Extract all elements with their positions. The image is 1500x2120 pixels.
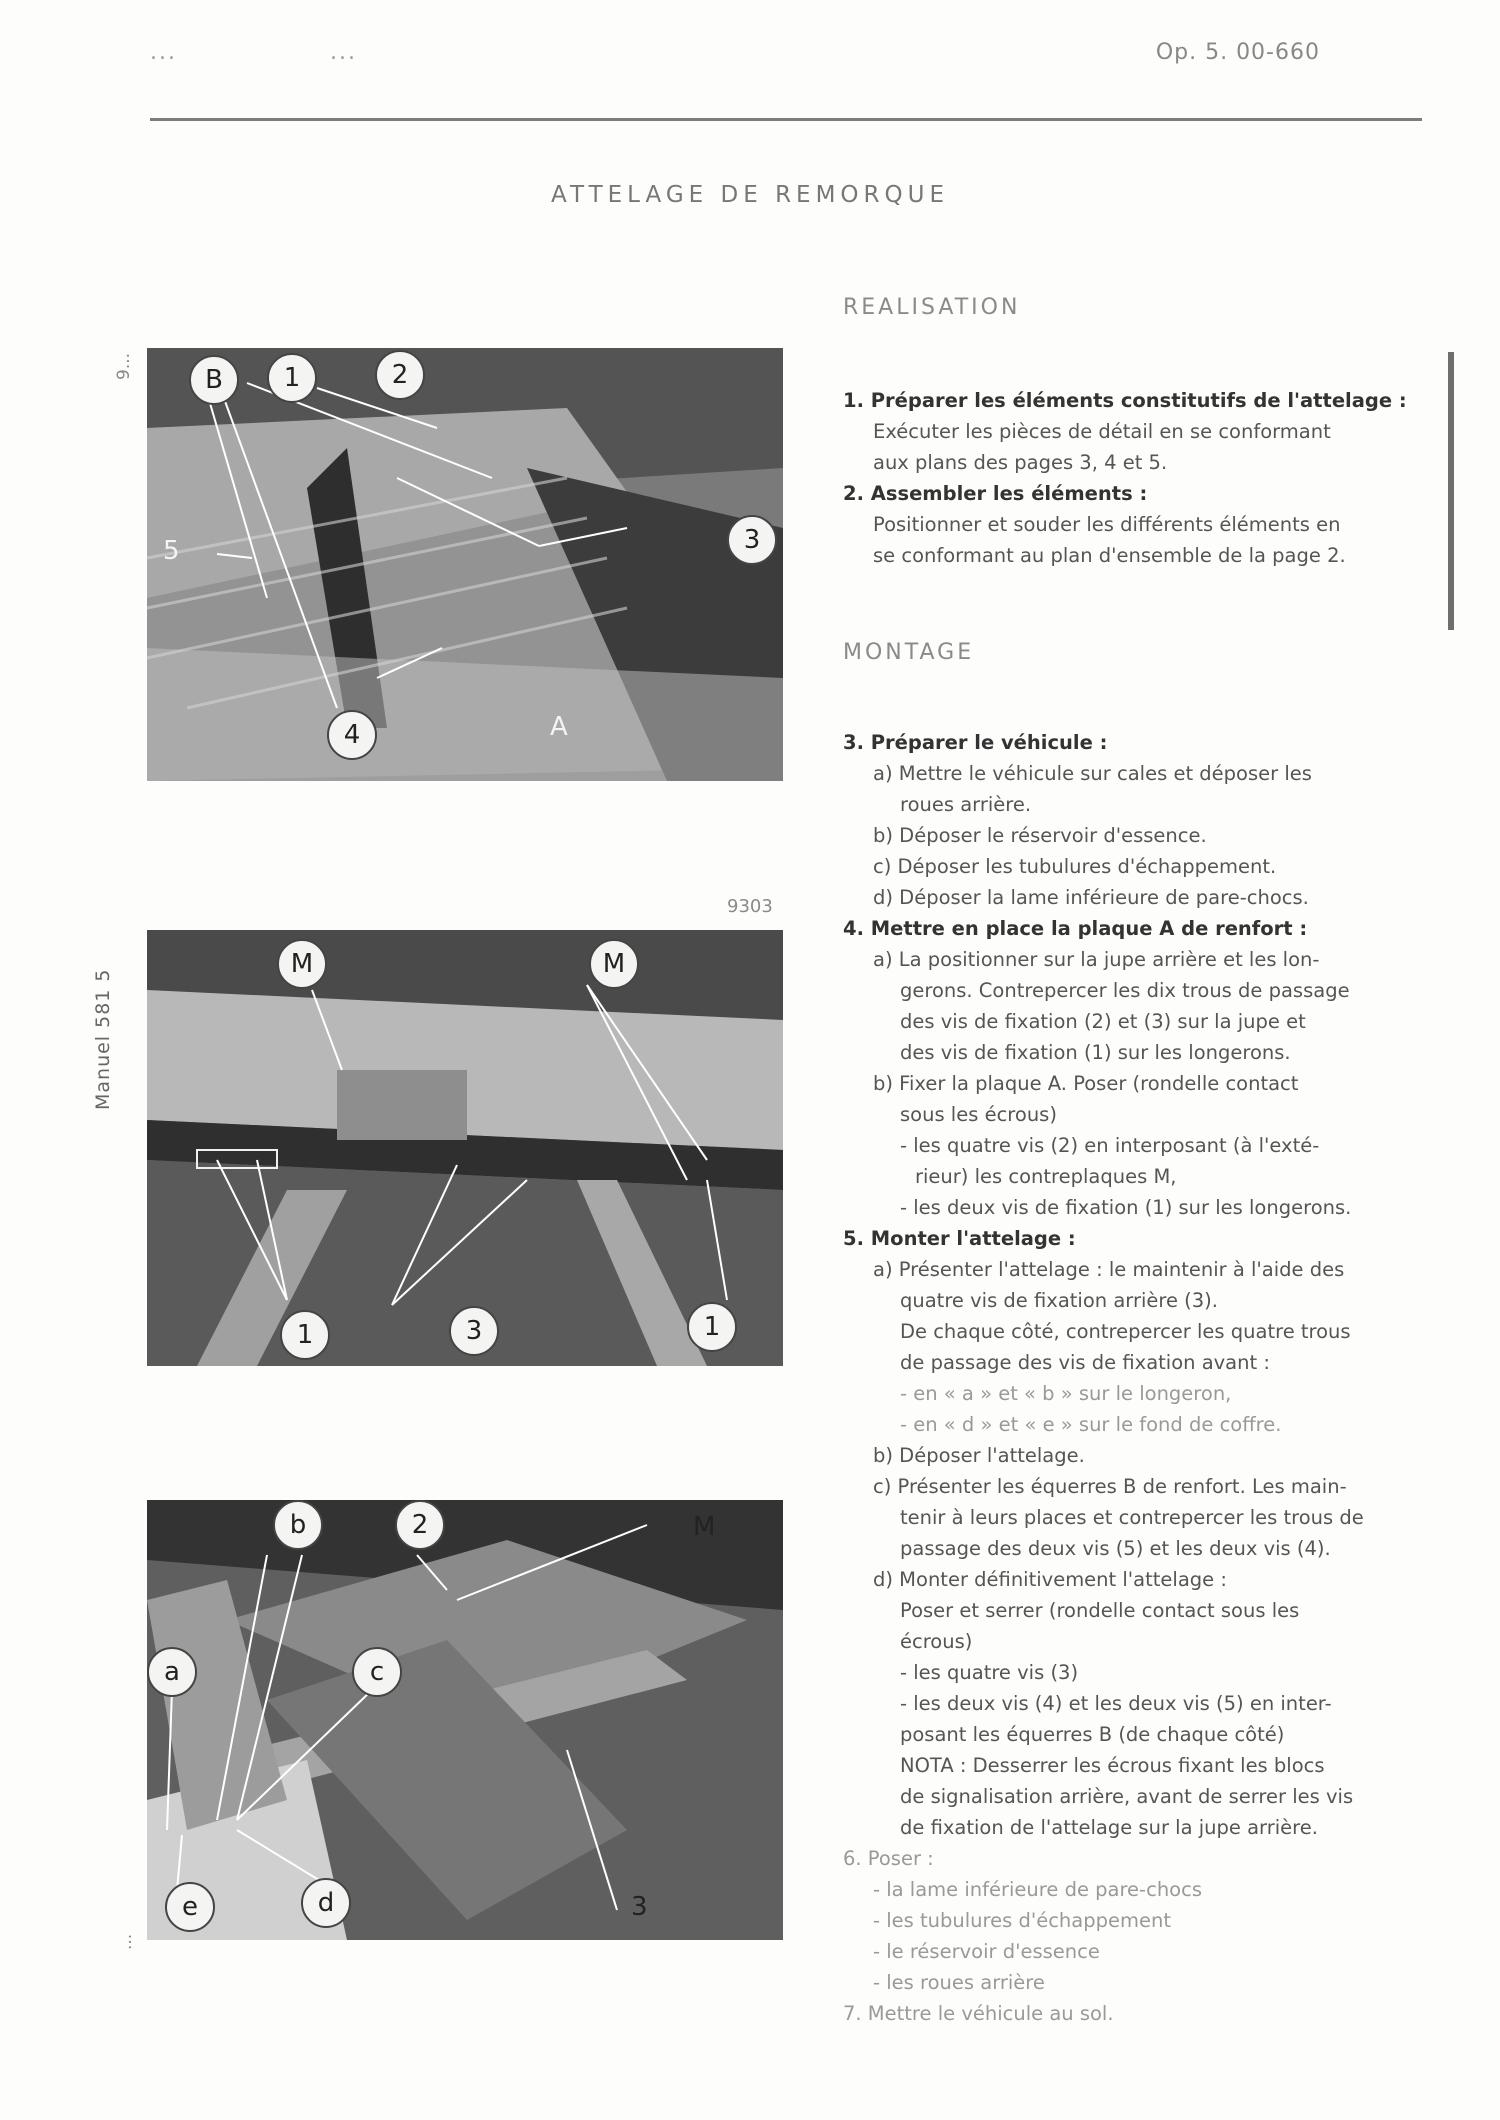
step-line: - en « d » et « e » sur le fond de coffre.	[900, 1413, 1282, 1436]
callout-3: 3	[631, 1892, 648, 1922]
callout-3: 3	[449, 1306, 499, 1356]
step-2-line: se conformant au plan d'ensemble de la page 2.	[873, 544, 1346, 567]
callout-B: B	[189, 355, 239, 405]
step-line: rieur) les contreplaques M,	[915, 1165, 1177, 1188]
header-rule	[150, 118, 1422, 121]
step-line: - les tubulures d'échappement	[873, 1909, 1171, 1932]
step-line: b) Fixer la plaque A. Poser (rondelle contact	[873, 1072, 1299, 1095]
photo-3-image	[147, 1500, 783, 1940]
photo-towbar-fixing	[147, 1500, 783, 1940]
step-line: - les deux vis (4) et les deux vis (5) en inter-	[900, 1692, 1332, 1715]
step-7: 7. Mettre le véhicule au sol.	[843, 2002, 1114, 2025]
side-mark-bottom: ...	[116, 1933, 136, 1950]
step-line: - les roues arrière	[873, 1971, 1045, 1994]
margin-bar	[1448, 352, 1454, 630]
step-4: 4. Mettre en place la plaque A de renfort :	[843, 917, 1308, 940]
step-line: b) Déposer l'attelage.	[873, 1444, 1085, 1467]
step-1-line: aux plans des pages 3, 4 et 5.	[873, 451, 1168, 474]
step-line: - les deux vis de fixation (1) sur les longerons.	[900, 1196, 1352, 1219]
step-line: de passage des vis de fixation avant :	[900, 1351, 1270, 1374]
realisation-steps	[843, 385, 1423, 571]
callout-e: e	[165, 1882, 215, 1932]
image-code: 9303	[727, 896, 773, 917]
callout-4: 4	[327, 710, 377, 760]
header-left-text: ...	[150, 40, 177, 65]
heading-realisation: REALISATION	[843, 295, 1021, 320]
nota-line: NOTA : Desserrer les écrous fixant les blocs	[900, 1754, 1325, 1777]
callout-M: M	[693, 1512, 716, 1542]
callout-a: a	[147, 1647, 197, 1697]
photo-2-image	[147, 930, 783, 1366]
step-line: des vis de fixation (2) et (3) sur la jupe et	[900, 1010, 1306, 1033]
photo-reinforcement-plate	[147, 348, 783, 781]
step-line: d) Déposer la lame inférieure de pare-chocs.	[873, 886, 1309, 909]
step-line: - les quatre vis (3)	[900, 1661, 1079, 1684]
callout-b: b	[273, 1500, 323, 1550]
step-2-line: Positionner et souder les différents éléments en	[873, 513, 1341, 536]
step-line: b) Déposer le réservoir d'essence.	[873, 824, 1207, 847]
callout-5: 5	[163, 536, 180, 566]
photo-counterplates	[147, 930, 783, 1366]
callout-d: d	[301, 1878, 351, 1928]
step-line: - en « a » et « b » sur le longeron,	[900, 1382, 1232, 1405]
callout-A: A	[550, 712, 568, 742]
step-line: - la lame inférieure de pare-chocs	[873, 1878, 1202, 1901]
step-2: 2. Assembler les éléments :	[843, 482, 1148, 505]
nota-line: de signalisation arrière, avant de serrer les vis	[900, 1785, 1354, 1808]
step-line: des vis de fixation (1) sur les longerons.	[900, 1041, 1291, 1064]
heading-montage: MONTAGE	[843, 640, 975, 665]
callout-2: 2	[375, 350, 425, 400]
callout-M-right: M	[589, 939, 639, 989]
step-1: 1. Préparer les éléments constitutifs de l'attelage :	[843, 389, 1407, 412]
step-line: De chaque côté, contrepercer les quatre trous	[900, 1320, 1351, 1343]
step-line: a) Mettre le véhicule sur cales et déposer les	[873, 762, 1312, 785]
step-line: écrous)	[900, 1630, 973, 1653]
callout-3: 3	[727, 515, 777, 565]
header-middle-text: ...	[330, 40, 357, 65]
photo-1-image	[147, 348, 783, 781]
step-line: sous les écrous)	[900, 1103, 1057, 1126]
step-3: 3. Préparer le véhicule :	[843, 731, 1108, 754]
montage-steps	[843, 727, 1423, 2029]
step-line: a) La positionner sur la jupe arrière et les lon-	[873, 948, 1320, 971]
step-line: - les quatre vis (2) en interposant (à l'exté-	[900, 1134, 1320, 1157]
step-line: quatre vis de fixation arrière (3).	[900, 1289, 1218, 1312]
side-mark-top: 9...	[114, 352, 134, 380]
step-line: Poser et serrer (rondelle contact sous les	[900, 1599, 1300, 1622]
callout-c: c	[352, 1647, 402, 1697]
step-line: d) Monter définitivement l'attelage :	[873, 1568, 1227, 1591]
step-line: c) Déposer les tubulures d'échappement.	[873, 855, 1277, 878]
callout-2: 2	[395, 1500, 445, 1550]
callout-1: 1	[267, 353, 317, 403]
step-1-line: Exécuter les pièces de détail en se conformant	[873, 420, 1331, 443]
callout-1-right: 1	[687, 1302, 737, 1352]
step-line: gerons. Contrepercer les dix trous de passage	[900, 979, 1350, 1002]
callout-M-left: M	[277, 939, 327, 989]
operation-number: Op. 5. 00-660	[1155, 40, 1320, 65]
step-line: - le réservoir d'essence	[873, 1940, 1100, 1963]
page-title: ATTELAGE DE REMORQUE	[551, 182, 949, 208]
step-line: passage des deux vis (5) et les deux vis (4).	[900, 1537, 1331, 1560]
step-line: tenir à leurs places et contrepercer les trous de	[900, 1506, 1364, 1529]
step-5: 5. Monter l'attelage :	[843, 1227, 1076, 1250]
manual-reference: Manuel 581 5	[92, 968, 114, 1110]
step-6: 6. Poser :	[843, 1847, 934, 1870]
step-line: roues arrière.	[900, 793, 1032, 816]
step-line: a) Présenter l'attelage : le maintenir à l'aide des	[873, 1258, 1345, 1281]
step-line: posant les équerres B (de chaque côté)	[900, 1723, 1285, 1746]
nota-line: de fixation de l'attelage sur la jupe arrière.	[900, 1816, 1318, 1839]
callout-1-left: 1	[280, 1310, 330, 1360]
step-line: c) Présenter les équerres B de renfort. Les main-	[873, 1475, 1347, 1498]
